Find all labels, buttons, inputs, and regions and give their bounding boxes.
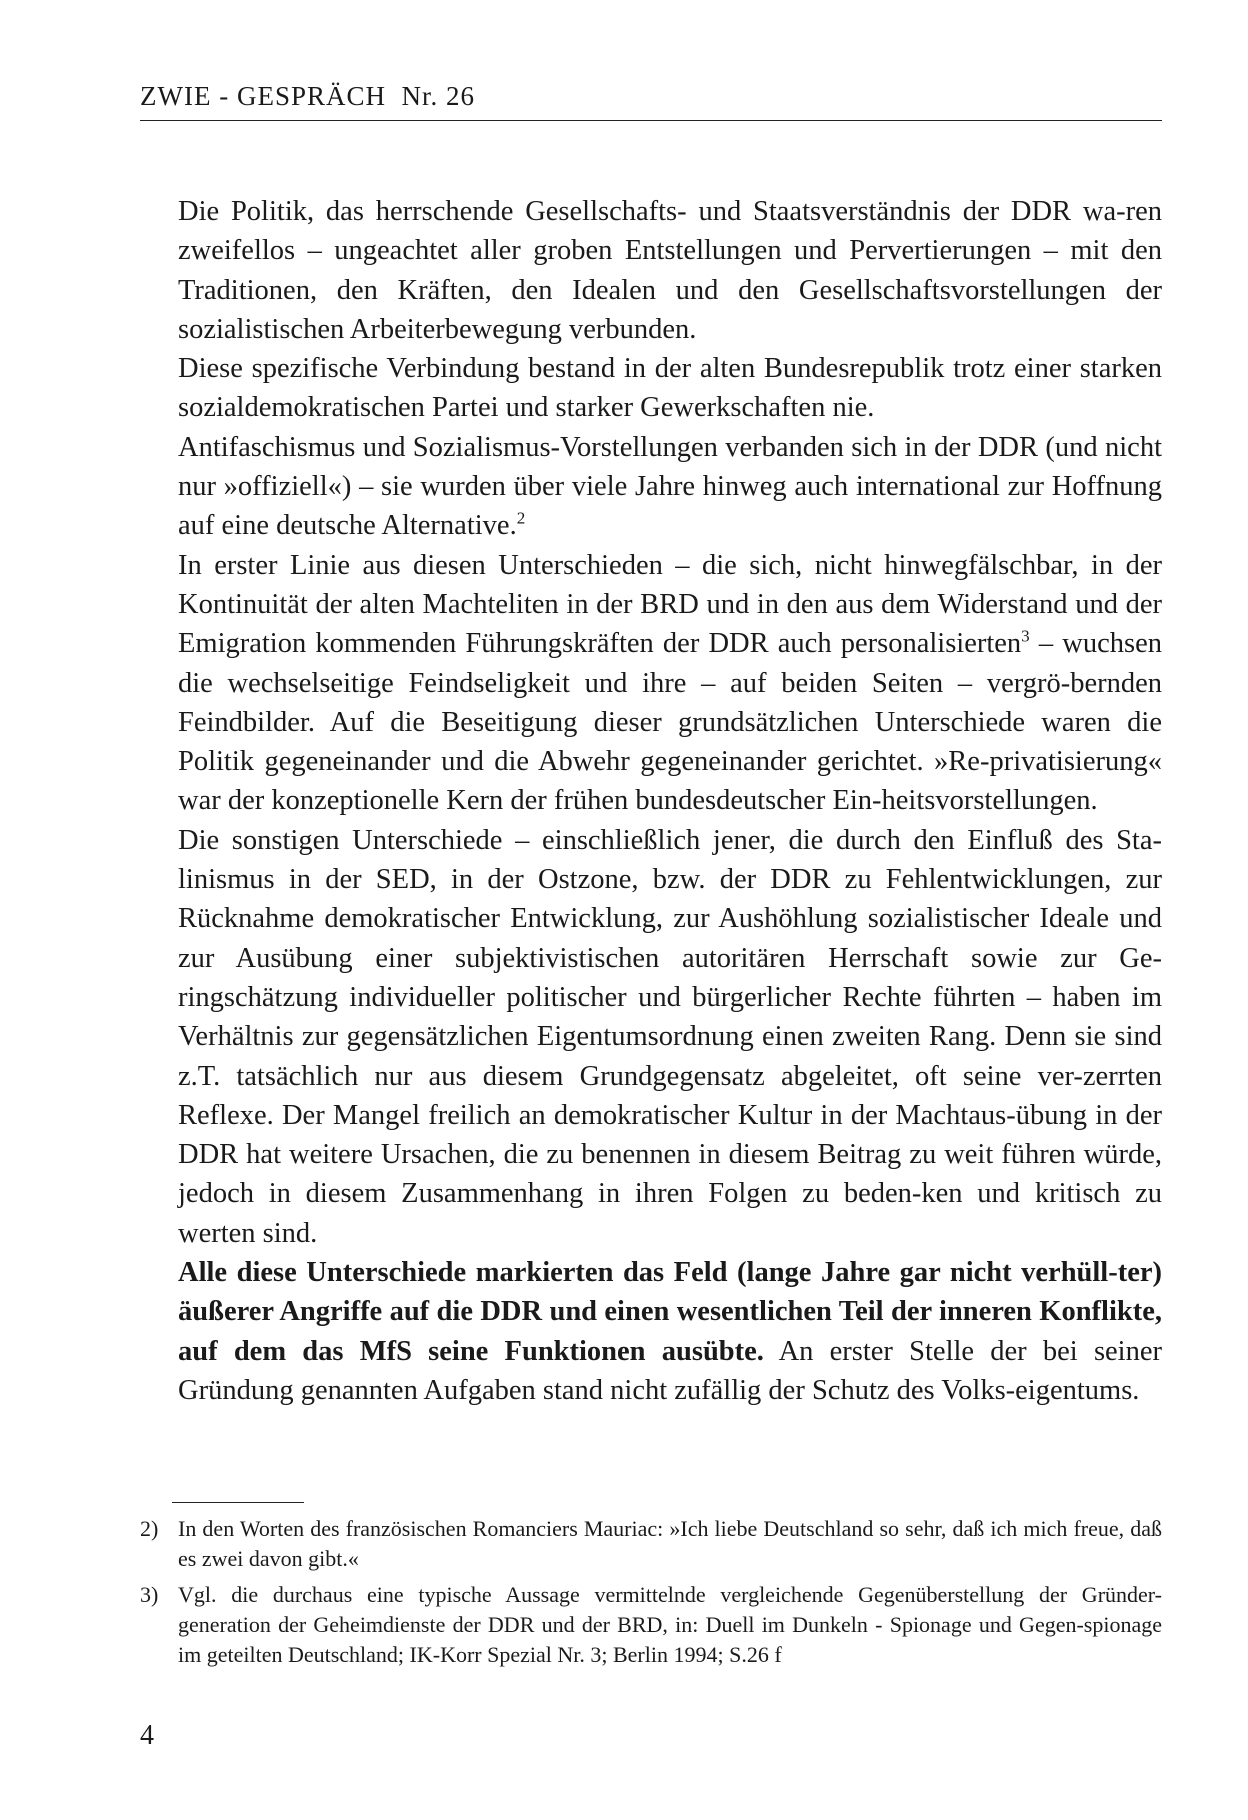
- body-text: [178, 192, 1162, 1410]
- paragraph-4-text-b: – wuchsen die wechselseitige Feindseligkeit und ihre – auf beiden Seiten – vergrö-bernden Feindbilder. Auf die Beseitigung dieser grundsätzlichen Unterschiede waren die Politik gegeneinander und die Abwehr gegeneinander gerichtet. »Re-privatisierung« war der konzeptionelle Kern der frühen bundesdeutscher Ein-heitsvorstellungen.: [178, 628, 1162, 817]
- paragraph-6: [178, 1253, 1162, 1410]
- paragraph-1: Die Politik, das herrschende Gesellschafts- und Staatsverständnis der DDR wa-ren zweifellos – ungeachtet aller groben Entstellungen und Pervertierungen – mit den Traditionen, den Kräften, den Idealen und den Gesellschaftsvorstellungen der sozialistischen Arbeiterbewegung verbunden.: [178, 196, 1162, 345]
- footnote-2: [140, 1514, 1162, 1574]
- paragraph-6-bold: Alle diese Unterschiede markierten das Feld (lange Jahre gar nicht verhüll-ter) äußerer Angriffe auf die DDR und einen wesentlichen Teil der inneren Konflikte, auf dem das MfS seine Funktionen ausübte.: [178, 1257, 1162, 1367]
- footnote-ref-3[interactable]: 3: [1021, 626, 1030, 646]
- footnotes: [140, 1514, 1162, 1676]
- footnote-2-text: In den Worten des französischen Romanciers Mauriac: »Ich liebe Deutschland so sehr, daß ich mich freue, daß es zwei davon gibt.«: [178, 1516, 1162, 1571]
- paragraph-4-text-a: In erster Linie aus diesen Unterschieden – die sich, nicht hinwegfälschbar, in der Kontinuität der alten Machteliten in der BRD und in den aus dem Widerstand und der Emigration kommenden Führungskräften der DDR auch personalisierten: [178, 549, 1162, 660]
- paragraph-3: [178, 428, 1162, 546]
- paragraph-2: Diese spezifische Verbindung bestand in der alten Bundesrepublik trotz einer starken sozialdemokratischen Partei und starker Gewerkschaften nie.: [178, 353, 1162, 424]
- footnote-3-text: Vgl. die durchaus eine typische Aussage vermittelnde vergleichende Gegenüberstellung der Gründer-generation der Geheimdienste der DDR und der BRD, in: Duell im Dunkeln - Spionage und Gegen-spionage im geteilten Deutschland; IK-Korr Spezial Nr. 3; Berlin 1994; S.26 f: [178, 1582, 1162, 1667]
- paragraph-5: Die sonstigen Unterschiede – einschließlich jener, die durch den Einfluß des Sta-linismus in der SED, in der Ostzone, bzw. der DDR zu Fehlentwicklungen, zur Rücknahme demokratischer Entwicklung, zur Aushöhlung sozialistischer Ideale und zur Ausübung einer subjektivistischen autoritären Herrschaft sowie zur Ge-ringschätzung individueller politischer und bürgerlicher Rechte führten – haben im Verhältnis zur gegensätzlichen Eigentumsordnung einen zweiten Rang. Denn sie sind z.T. tatsächlich nur aus diesem Grundgegensatz abgeleitet, oft seine ver-zerrten Reflexe. Der Mangel freilich an demokratischer Kultur in der Machtaus-übung in der DDR hat weitere Ursachen, die zu benennen in diesem Beitrag zu weit führen würde, jedoch in diesem Zusammenhang in ihren Folgen zu beden-ken und kritisch zu werten sind.: [178, 824, 1162, 1249]
- footnote-ref-2[interactable]: 2: [516, 508, 526, 528]
- footnote-3-number: 3): [140, 1582, 159, 1607]
- page-number: 4: [140, 1720, 154, 1751]
- paragraph-3-text: Antifaschismus und Sozialismus-Vorstellungen verbanden sich in der DDR (und nicht nur »offiziell«) – sie wurden über viele Jahre hinweg auch international zur Hoffnung auf eine deutsche Alternative.: [178, 431, 1162, 542]
- footnote-separator: [172, 1502, 304, 1503]
- footnote-2-number: 2): [140, 1516, 159, 1541]
- running-header: ZWIE - GESPRÄCH Nr. 26: [140, 80, 1162, 121]
- paragraph-4: [178, 546, 1162, 821]
- footnote-3: [140, 1580, 1162, 1670]
- paragraph-6-text: An erster Stelle der bei seiner Gründung genannten Aufgaben stand nicht zufällig der Schutz des Volks-eigentums.: [178, 1335, 1162, 1406]
